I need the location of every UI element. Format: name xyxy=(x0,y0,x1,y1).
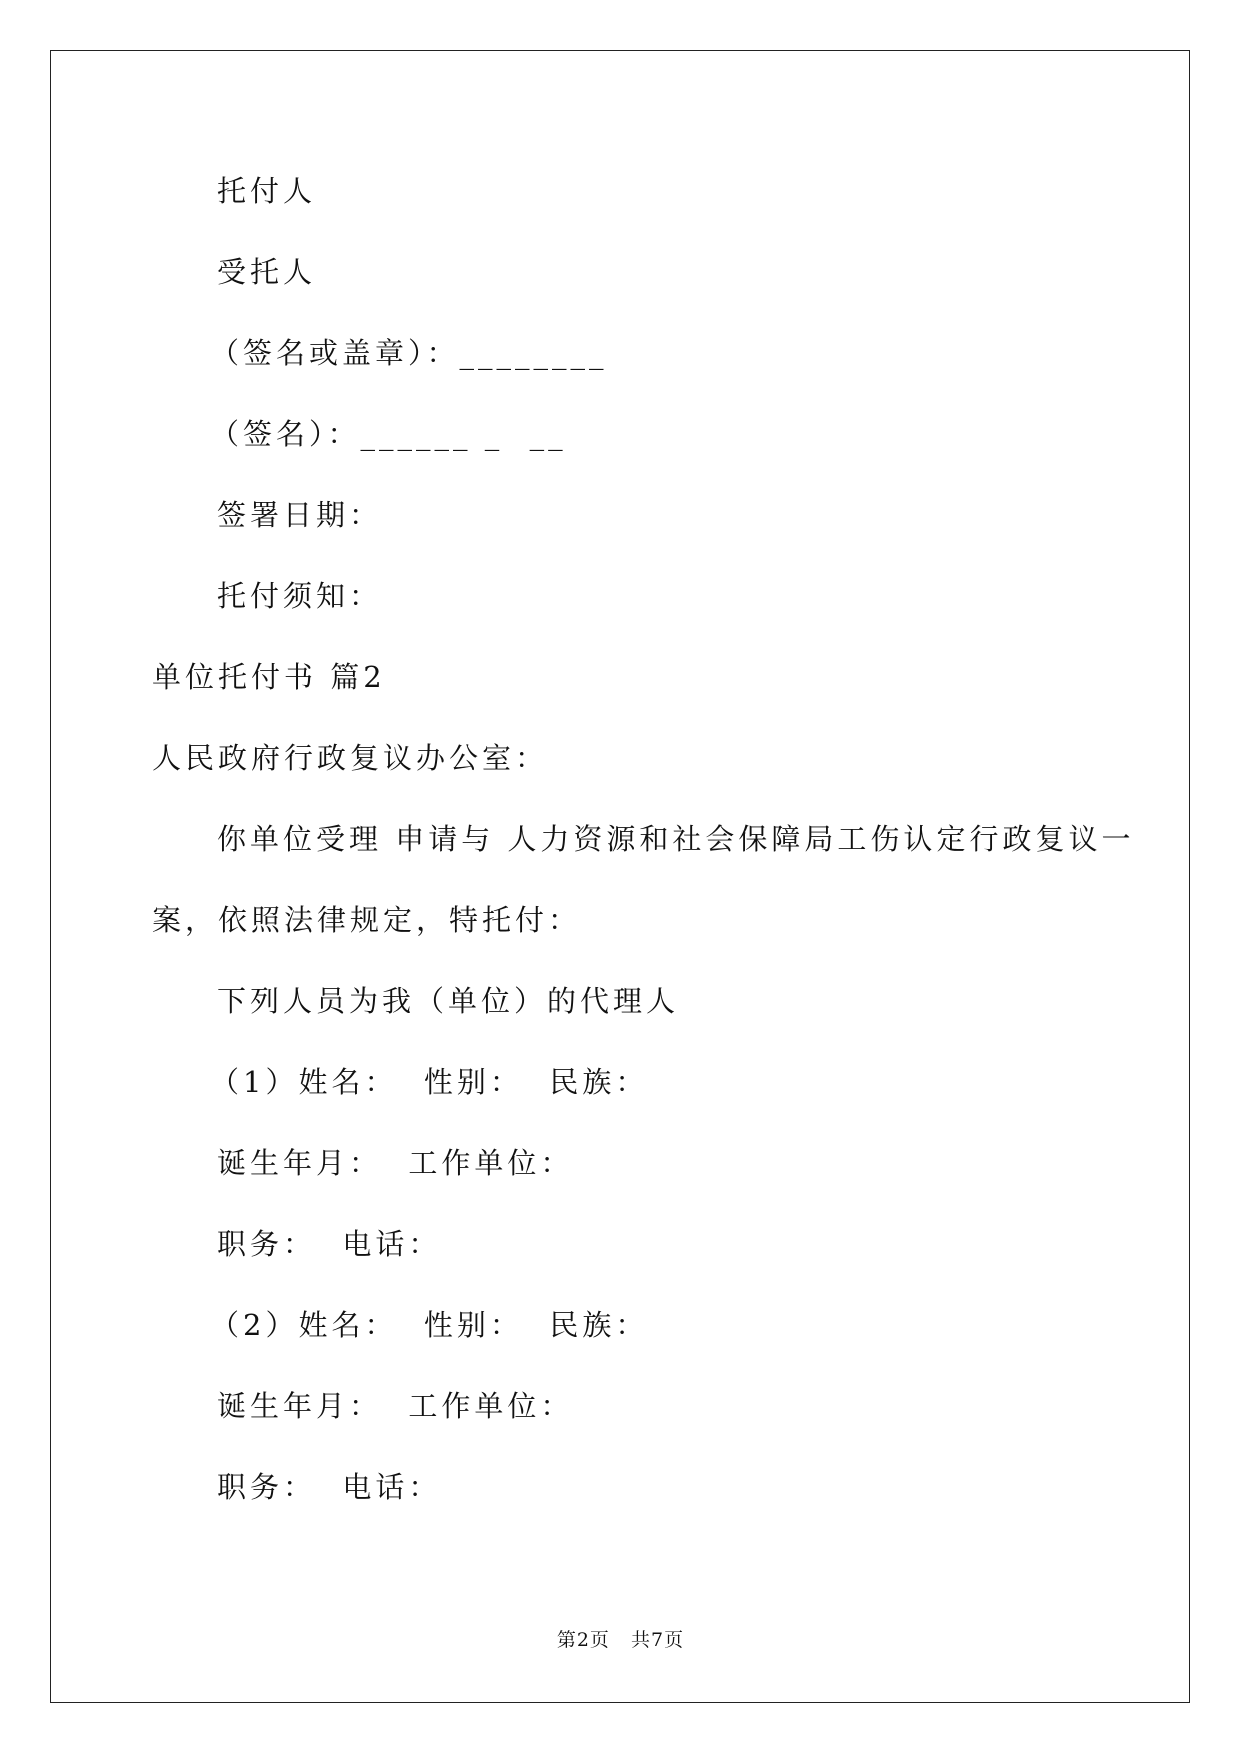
body-paragraph-line-1: 你单位受理 申请与 人力资源和社会保障局工伤认定行政复议一 xyxy=(217,822,1135,856)
principal-label: 托付人 xyxy=(217,174,317,208)
body-paragraph-line-2: 案，依照法律规定，特托付： xyxy=(152,903,582,937)
agent2-birth-line: 诞生年月： 工作单位： xyxy=(217,1389,574,1423)
addressee: 人民政府行政复议办公室： xyxy=(152,741,549,775)
page-number: 第2页 共7页 xyxy=(556,1629,685,1651)
signature-or-seal-line: （签名或盖章）：________ xyxy=(210,336,608,370)
agents-intro: 下列人员为我（单位）的代理人 xyxy=(217,984,680,1018)
agent1-birth-line: 诞生年月： 工作单位： xyxy=(217,1146,574,1180)
agent1-name-line: （1）姓名： 性别： 民族： xyxy=(210,1065,649,1099)
agent2-position-line: 职务： 电话： xyxy=(217,1470,442,1504)
agent2-name-line: （2）姓名： 性别： 民族： xyxy=(210,1308,649,1342)
agent-label: 受托人 xyxy=(217,255,317,289)
agent1-position-line: 职务： 电话： xyxy=(217,1227,442,1261)
entrust-notice-label: 托付须知： xyxy=(217,579,383,613)
signature-line: （签名）：______ _ __ xyxy=(210,417,567,451)
page-border xyxy=(50,50,1190,1703)
section-heading: 单位托付书 篇2 xyxy=(152,660,386,694)
signing-date-label: 签署日期： xyxy=(217,498,383,532)
